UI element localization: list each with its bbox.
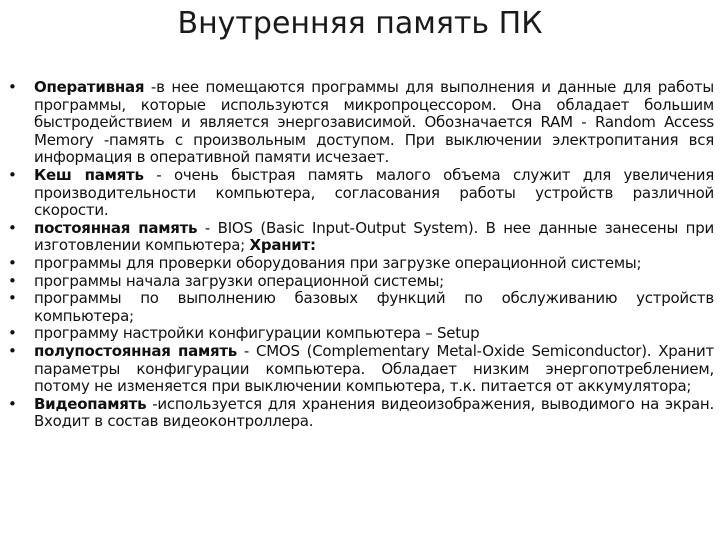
list-item-video-memory: [8, 396, 714, 431]
item-text: программы по выполнению базовых функций по обслуживанию устройств компьютера;: [34, 289, 714, 325]
term-cmos: полупостоянная память: [34, 341, 238, 360]
item-text: программы для проверки оборудования при загрузке операционной системы;: [34, 253, 642, 272]
list-item-rom: [8, 220, 714, 255]
item-text: программы начала загрузки операционной системы;: [34, 271, 444, 290]
term-ram: Оперативная: [34, 78, 145, 96]
list-item-rom-programs-3: [8, 290, 714, 325]
list-item-rom-programs-1: [8, 255, 714, 273]
bullet-icon: •: [8, 165, 17, 184]
slide-title: Внутренняя память ПК: [177, 6, 543, 41]
bullet-icon: •: [8, 324, 17, 343]
term-stores: Хранит:: [249, 236, 316, 255]
list-item-cache: [8, 167, 714, 220]
term-cache: Кеш память: [34, 165, 144, 184]
bullet-icon: •: [8, 394, 17, 413]
list-item-setup: [8, 325, 714, 343]
term-rom: постоянная память: [34, 218, 198, 237]
list-item-ram: [8, 79, 714, 167]
term-video-memory: Видеопамять: [34, 394, 147, 413]
item-text: - BIOS (Basic Input-Output System). В нее данные занесены при изготовлении компьютера;: [34, 218, 714, 255]
item-text: -в нее помещаются программы для выполнения и данные для работы программы, которые используются микропроцессором. Она обладает большим быстродействием и является энергозависимой. Обозначается RAM - Random Access Memory -память с произвольным доступом. При выключении электропитания вся информация в оперативной памяти исчезает.: [34, 78, 714, 167]
item-text: программу настройки конфигурации компьютера – Setup: [34, 324, 480, 343]
list-item-cmos: [8, 343, 714, 396]
bullet-icon: •: [8, 289, 17, 308]
bullet-icon: •: [8, 253, 17, 272]
bullet-icon: •: [8, 271, 17, 290]
item-text: - CMOS (Complementary Metal-Oxide Semiconductor). Хранит параметры конфигурации компьютера. Обладает низким энергопотреблением, потому не изменяется при выключении компьютера, т.к. питается от аккумулятора;: [34, 341, 714, 396]
item-text: - очень быстрая память малого объема служит для увеличения производительности компьютера, согласования работы устройств различной скорости.: [34, 165, 714, 220]
bullet-icon: •: [8, 218, 17, 237]
bullet-icon: •: [8, 341, 17, 360]
bullet-list: [8, 79, 714, 431]
item-text: -используется для хранения видеоизображения, выводимого на экран. Входит в состав видеоконтроллера.: [34, 394, 714, 431]
list-item-rom-programs-2: [8, 273, 714, 291]
bullet-icon: •: [8, 78, 17, 96]
